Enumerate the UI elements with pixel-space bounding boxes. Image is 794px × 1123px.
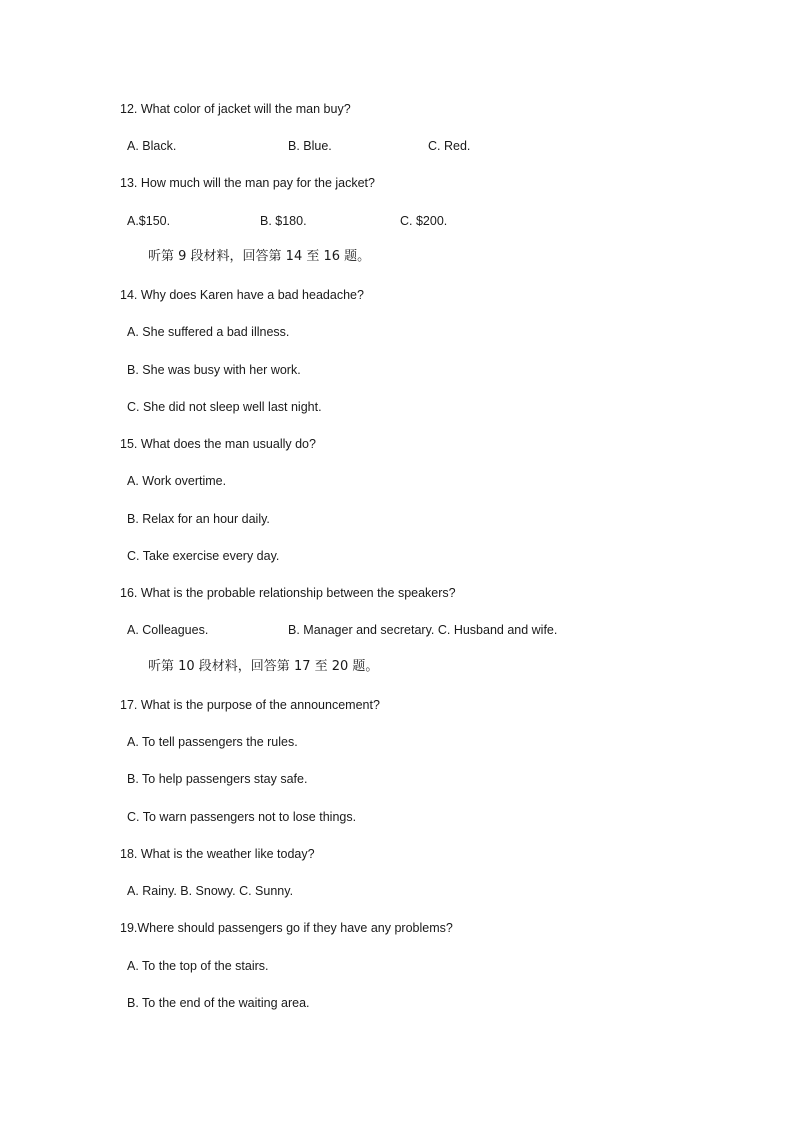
question-14: 14. Why does Karen have a bad headache? bbox=[120, 288, 364, 302]
question-17-option-c: C. To warn passengers not to lose things. bbox=[127, 810, 357, 824]
question-13: 13. How much will the man pay for the jacket? bbox=[120, 176, 375, 190]
question-16-option-a: A. Colleagues. bbox=[127, 623, 209, 637]
question-14-option-b: B. She was busy with her work. bbox=[127, 363, 301, 377]
question-13-option-c: C. $200. bbox=[400, 214, 448, 228]
question-19-option-b: B. To the end of the waiting area. bbox=[127, 996, 310, 1010]
question-16: 16. What is the probable relationship between the speakers? bbox=[120, 586, 456, 600]
question-16-options-bc: B. Manager and secretary. C. Husband and wife. bbox=[288, 623, 558, 637]
question-17: 17. What is the purpose of the announcement? bbox=[120, 698, 380, 712]
question-18: 18. What is the weather like today? bbox=[120, 847, 315, 861]
question-17-option-b: B. To help passengers stay safe. bbox=[127, 772, 308, 786]
question-15-option-a: A. Work overtime. bbox=[127, 474, 227, 488]
question-15: 15. What does the man usually do? bbox=[120, 437, 316, 451]
question-12-option-c: C. Red. bbox=[428, 139, 471, 153]
question-13-option-b: B. $180. bbox=[260, 214, 307, 228]
question-18-options: A. Rainy. B. Snowy. C. Sunny. bbox=[127, 884, 294, 898]
question-19: 19.Where should passengers go if they have any problems? bbox=[120, 921, 453, 935]
question-14-option-a: A. She suffered a bad illness. bbox=[127, 325, 290, 339]
section-9-instruction: 听第 9 段材料，回答第 14 至 16 题。 bbox=[148, 249, 371, 264]
question-19-option-a: A. To the top of the stairs. bbox=[127, 959, 269, 973]
section-10-instruction: 听第 10 段材料，回答第 17 至 20 题。 bbox=[148, 659, 379, 674]
question-12-option-a: A. Black. bbox=[127, 139, 177, 153]
question-12: 12. What color of jacket will the man buy? bbox=[120, 102, 351, 116]
question-15-option-c: C. Take exercise every day. bbox=[127, 549, 280, 563]
question-17-option-a: A. To tell passengers the rules. bbox=[127, 735, 298, 749]
question-13-option-a: A.$150. bbox=[127, 214, 171, 228]
question-12-option-b: B. Blue. bbox=[288, 139, 332, 153]
question-14-option-c: C. She did not sleep well last night. bbox=[127, 400, 322, 414]
question-15-option-b: B. Relax for an hour daily. bbox=[127, 512, 270, 526]
